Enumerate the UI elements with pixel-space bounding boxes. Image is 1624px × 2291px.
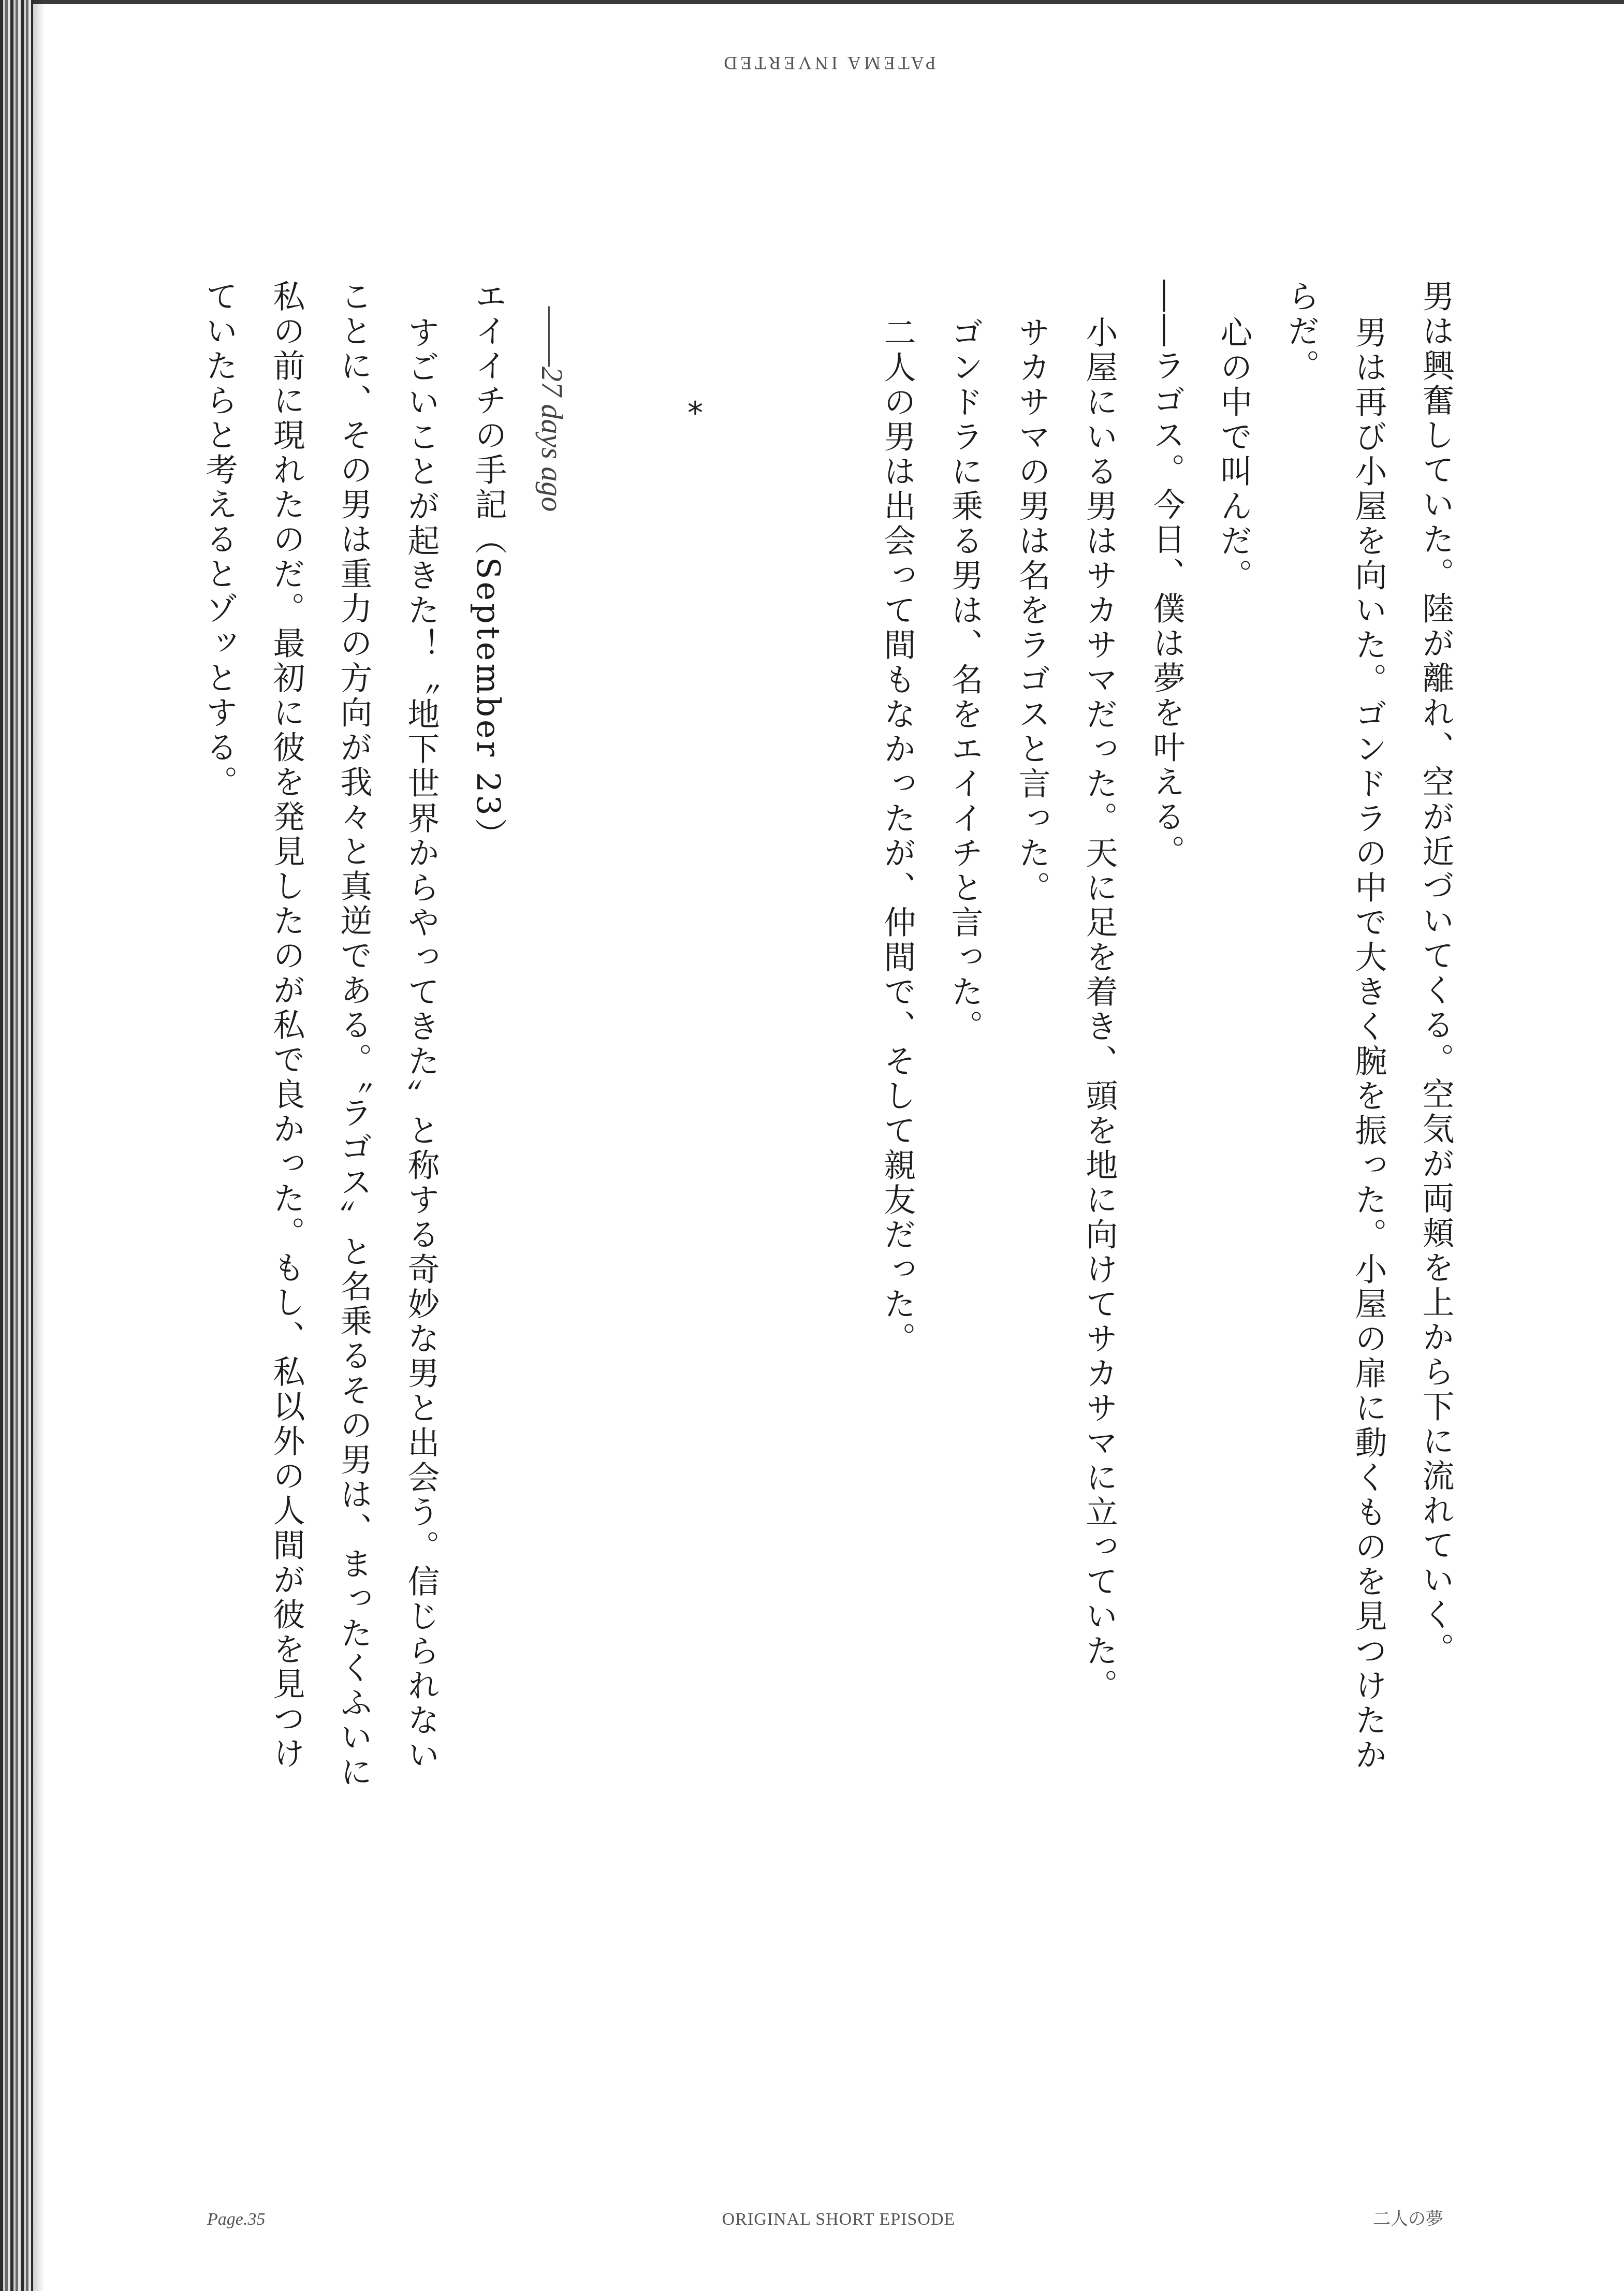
text-line: らだ。 xyxy=(1282,280,1320,384)
text-line: 男は再び小屋を向いた。ゴンドラの中で大きく腕を振った。小屋の扉に動くものを見つけたか xyxy=(1350,316,1387,1773)
text-line: サカサマの男は名をラゴスと言った。 xyxy=(1013,316,1051,906)
text-line: ていたらと考えるとゾッとする。 xyxy=(200,280,238,800)
journal-title: エイイチの手記（September 23） xyxy=(470,280,507,853)
text-line: ゴンドラに乗る男は、名をエイイチと言った。 xyxy=(946,316,984,1044)
text-line: ことに、その男は重力の方向が我々と真逆である。〝ラゴス〟と名乗るその男は、まったくふいに xyxy=(335,280,373,1790)
binding-shadow xyxy=(33,0,45,2291)
text-line: すごいことが起きた！〝地下世界からやってきた〟と称する奇妙な男と出会う。信じられない xyxy=(402,316,440,1773)
text-line: 心の中で叫んだ。 xyxy=(1215,316,1253,593)
running-head: PATEMA INVERTED xyxy=(721,53,936,74)
section-separator: * xyxy=(687,395,703,431)
text-line: ――ラゴス。今日、僕は夢を叶える。 xyxy=(1148,280,1186,869)
text-line: 男は興奮していた。陸が離れ、空が近づいてくる。空気が両頬を上から下に流れていく。 xyxy=(1417,280,1455,1667)
page-top-edge xyxy=(0,0,1624,4)
footer-title: ORIGINAL SHORT EPISODE xyxy=(722,2210,956,2229)
footer-chapter: 二人の夢 xyxy=(1373,2210,1443,2229)
date-mark: ――27 days ago xyxy=(535,307,569,512)
book-binding-edge xyxy=(0,0,33,2291)
text-line: 小屋にいる男はサカサマだった。天に足を着き、頭を地に向けてサカサマに立っていた。 xyxy=(1080,316,1118,1703)
page-number: Page.35 xyxy=(207,2210,266,2229)
text-line: 私の前に現れたのだ。最初に彼を発見したのが私で良かった。もし、私以外の人間が彼を見つけ xyxy=(268,280,305,1771)
text-line: 二人の男は出会って間もなかったが、仲間で、そして親友だった。 xyxy=(879,316,916,1356)
